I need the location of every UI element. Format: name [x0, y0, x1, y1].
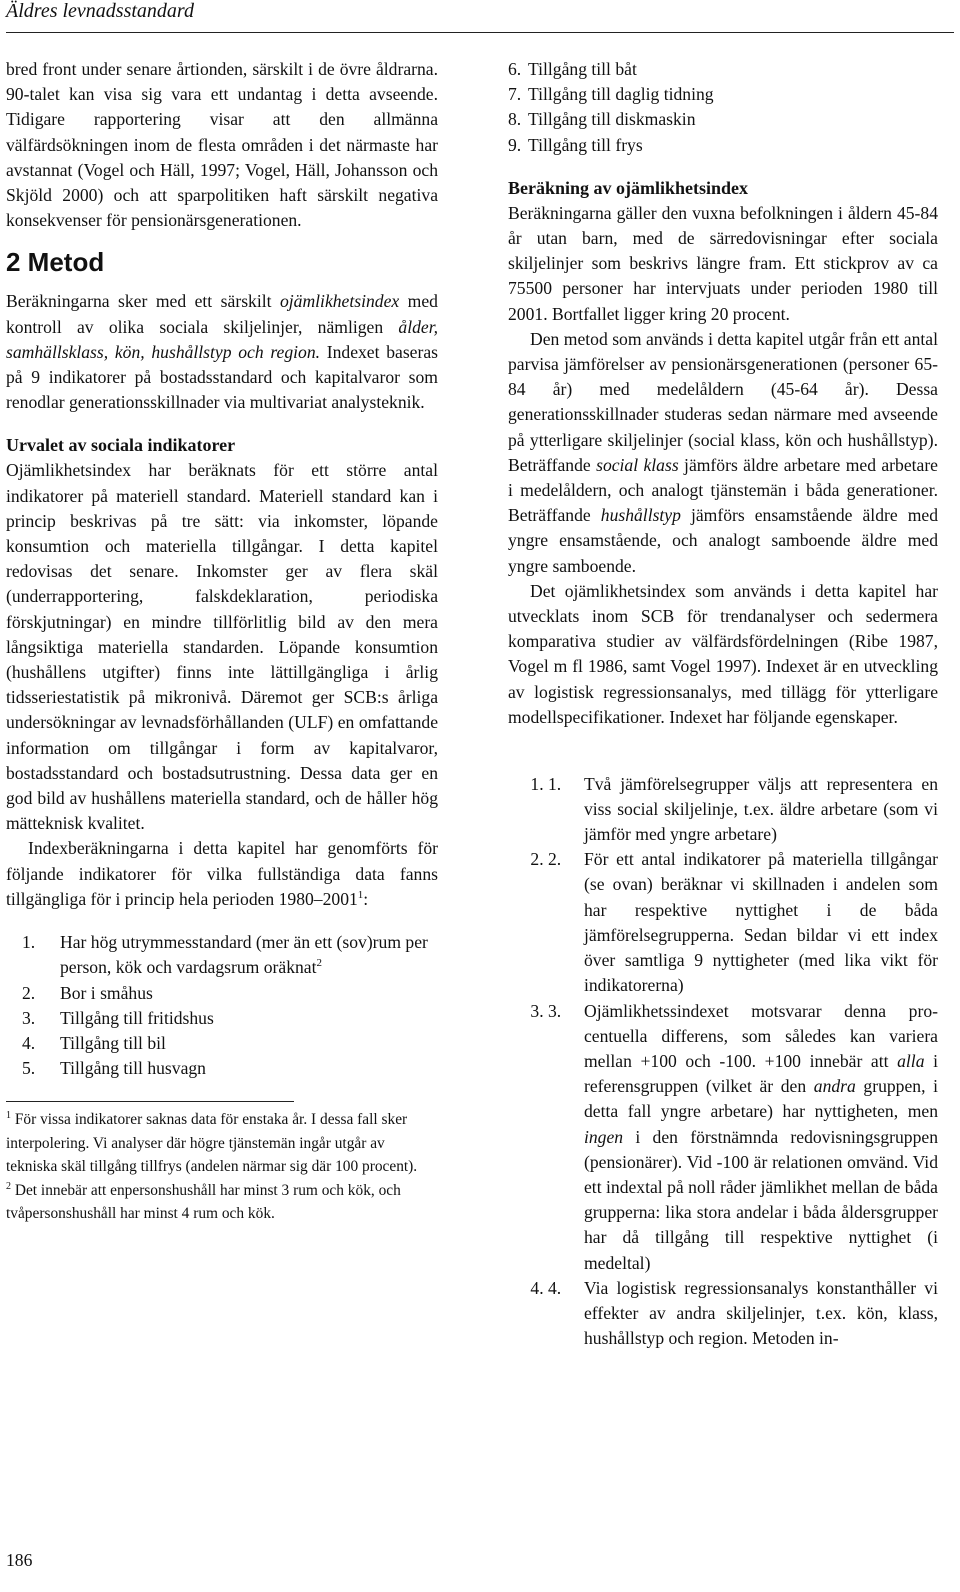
emphasis: ingen	[584, 1126, 624, 1147]
emphasis: alla	[897, 1050, 925, 1071]
properties-list	[508, 772, 938, 1352]
property-item: 2. 2. För ett antal indikatorer på materiella tillgångar (se ovan) beräknar vi skillnaden i andelen som har respektive nyttighet i de båda jämförelsegrupperna. Sedan bildar vi ett index över samtliga 9 nyttigheter (med lika vikt för indikatorerna)	[548, 847, 938, 998]
list-item: 8. Tillgång till diskmaskin	[508, 109, 696, 130]
indicator-list-continued	[508, 57, 938, 158]
list-item: 2. Bor i småhus	[22, 982, 153, 1003]
list-item: 3. Tillgång till fritidshus	[22, 1007, 214, 1028]
page-number: 186	[6, 1550, 33, 1570]
index-description-paragraph: Det ojämlikhetsindex som används i detta kapitel har utvecklats inom SCB för trendanalyser och sedermera komparativa studier av välfärdsfördelningen (Ribe 1987, Vogel m fl 1986, samt Vogel 1997). Indexet är en utveckling av logistisk regressionsanalys, med tillägg för ytterligare modellspecifikationer. Indexet har följande egenskaper.	[508, 580, 938, 727]
footnote-rule	[6, 1101, 294, 1102]
running-head: Äldres levnadsstandard	[6, 0, 194, 22]
property-item: 3. 3. Ojämlikhetssindexet motsvarar denna procentuella differens, som således kan variera mellan +100 och -100. +100 innebär att alla i referensgruppen (vilket är den andra gruppen, i detta fall yngre arbetare) har nyttigheten, men ingen i den förstnämnda redovisningsgruppen (pensionärer). Vid -100 är relationen omvänd. Vid ett indextal på noll råder jämlikhet mellan de båda grupperna: lika stora andelar i båda åldersgrupper har då tillgång till respektive nyttighet (i medeltal)	[548, 999, 938, 1276]
emphasis: social klass	[596, 454, 679, 475]
emphasis: hushållstyp	[600, 505, 681, 526]
footnote-1: $^1$ För vissa indikatorer saknas data för enstaka år. I dessa fall sker interpolering. Vi analyser där högre tjänstemän ingår utgår av tekniska skäl tillgång tillfrys (andelen närmar sig där 100 procent).	[6, 1110, 418, 1176]
intro-paragraph: bred front under senare årtionden, särskilt i de övre åldrarna. 90-talet kan visa sig vara ett undantag i detta avseende. Tidigare rapportering visar att den allmänna välfärdsökningen inom de flesta områden i det närmaste har avstannat (Vogel och Häll, 1997; Vogel, Häll, Johansson och Skjöld 2000) och att sparpolitiken haft särskilt negativa konsekvenser för pensionärsgenerationen.	[6, 59, 438, 231]
list-item: 9. Tillgång till frys	[508, 134, 643, 155]
list-item: 6. Tillgång till båt	[508, 59, 637, 79]
footnote-2: $^2$ Det innebär att enpersonshushåll har minst 3 rum och kök, och tvåpersonshushåll har minst 4 rum och kök.	[6, 1180, 401, 1223]
footnote-ref: 1	[357, 889, 364, 902]
left-column	[6, 57, 438, 1226]
berakning-paragraph: Beräkningarna gäller den vuxna befolkningen i åldern 45-84 år utan barn, med de särredovisningar efter sociala skiljelinjer som beskrivs längre fram. Ett stickprov av ca 75500 personer har intervjuats under perioden 1980 till 2001. Bortfallet ligger kring 20 procent.	[508, 202, 938, 324]
indicator-list	[6, 930, 438, 1081]
subheading-berakning: Beräkning av ojämlikhetsindex	[508, 177, 749, 198]
subheading-urval: Urvalet av sociala indikatorer	[6, 435, 236, 456]
metod-paragraph: Beräkningarna sker med ett särskilt ojämlikhetsindex med kontroll av olika sociala skiljelinjer, nämligen ålder, samhällsklass, kön, hushållstyp och region. Indexet baseras på 9 indikatorer på bostadsstandard och kapitalvaror som renodlar generationsskillnader via multivariat analysteknik.	[6, 291, 438, 413]
list-item: 7. Tillgång till daglig tidning	[508, 84, 714, 105]
list-item: 1. Har hög utrymmesstandard (mer än ett (sov)rum per person, kök och vardagsrum oräknat$^2$	[22, 932, 428, 978]
list-item: 4. Tillgång till bil	[22, 1032, 166, 1053]
footnote-ref: 2	[316, 957, 323, 970]
emphasis: andra	[813, 1076, 856, 1097]
list-item: 5. Tillgång till husvagn	[22, 1058, 206, 1079]
index-paragraph: Indexberäkningarna i detta kapitel har genomförts för följande indikatorer för vilka fullständiga data fanns tillgängliga för i princip hela perioden 1980–2001$^1$:	[6, 838, 438, 909]
metod-description-paragraph: Den metod som används i detta kapitel utgår från ett antal parvisa jämförelser av pensionärsgenerationen (personer 65-84 år) med medelåldern (45-64 år). Dessa generationsskillnader studeras sedan närmare med avseende på ytterligare skiljelinjer (social klass, kön och hushållstyp). Beträffande social klass jämförs äldre arbetare med arbetare i medelåldern, och analogt tjänstemän i båda generationer. Beträffande hushållstyp jämförs ensamstående äldre med yngre ensamstående, och analogt samboende äldre med yngre samboende.	[508, 328, 938, 576]
urval-paragraph: Ojämlikhetsindex har beräknats för ett större antal indikatorer på materiell standard. Materiell standard kan i princip beskrivas på tre sätt: via inkomster, löpande konsumtion och materiella tillgångar. I detta kapitel redovisas det senare. Inkomster ger av flera skäl (underrapportering, falskdeklaration, periodiska förskjutningar) en mindre tillförlitlig bild av den mera långsiktiga materiella standarden. Löpande konsumtion (hushållens utgifter) finns inte lättillgängliga i årlig tidsseriestatistik på mikronivå. Däremot ger SCB:s årliga undersökningar av levnadsförhållanden (ULF) en omfattande information om tillgångar i form av kapitalvaror, bostadsstandard och bostadsutrustning. Dessa data ger en god bild av hushållens materiella standard, och de håller hög mätteknisk kvalitet.	[6, 460, 438, 834]
emphasis: ojämlikhetsindex	[279, 291, 400, 312]
right-column	[508, 57, 938, 1369]
property-item: 1. 1. Två jämförelsegrupper väljs att representera en viss social skiljelinje, t.ex. äldre arbetare (som vi jämför med yngre arbetare)	[548, 772, 938, 848]
property-item: 4. 4. Via logistisk regressionsanalys konstanthåller vi effekter av andra skiljelinjer, t.ex. kön, klass, hushållstyp och region. Metoden in-	[548, 1276, 938, 1352]
emphasis: ålder, samhällsklass, kön, hushållstyp och region.	[6, 316, 438, 362]
header-rule	[6, 32, 954, 33]
section-heading-metod: 2 Metod	[6, 247, 105, 278]
